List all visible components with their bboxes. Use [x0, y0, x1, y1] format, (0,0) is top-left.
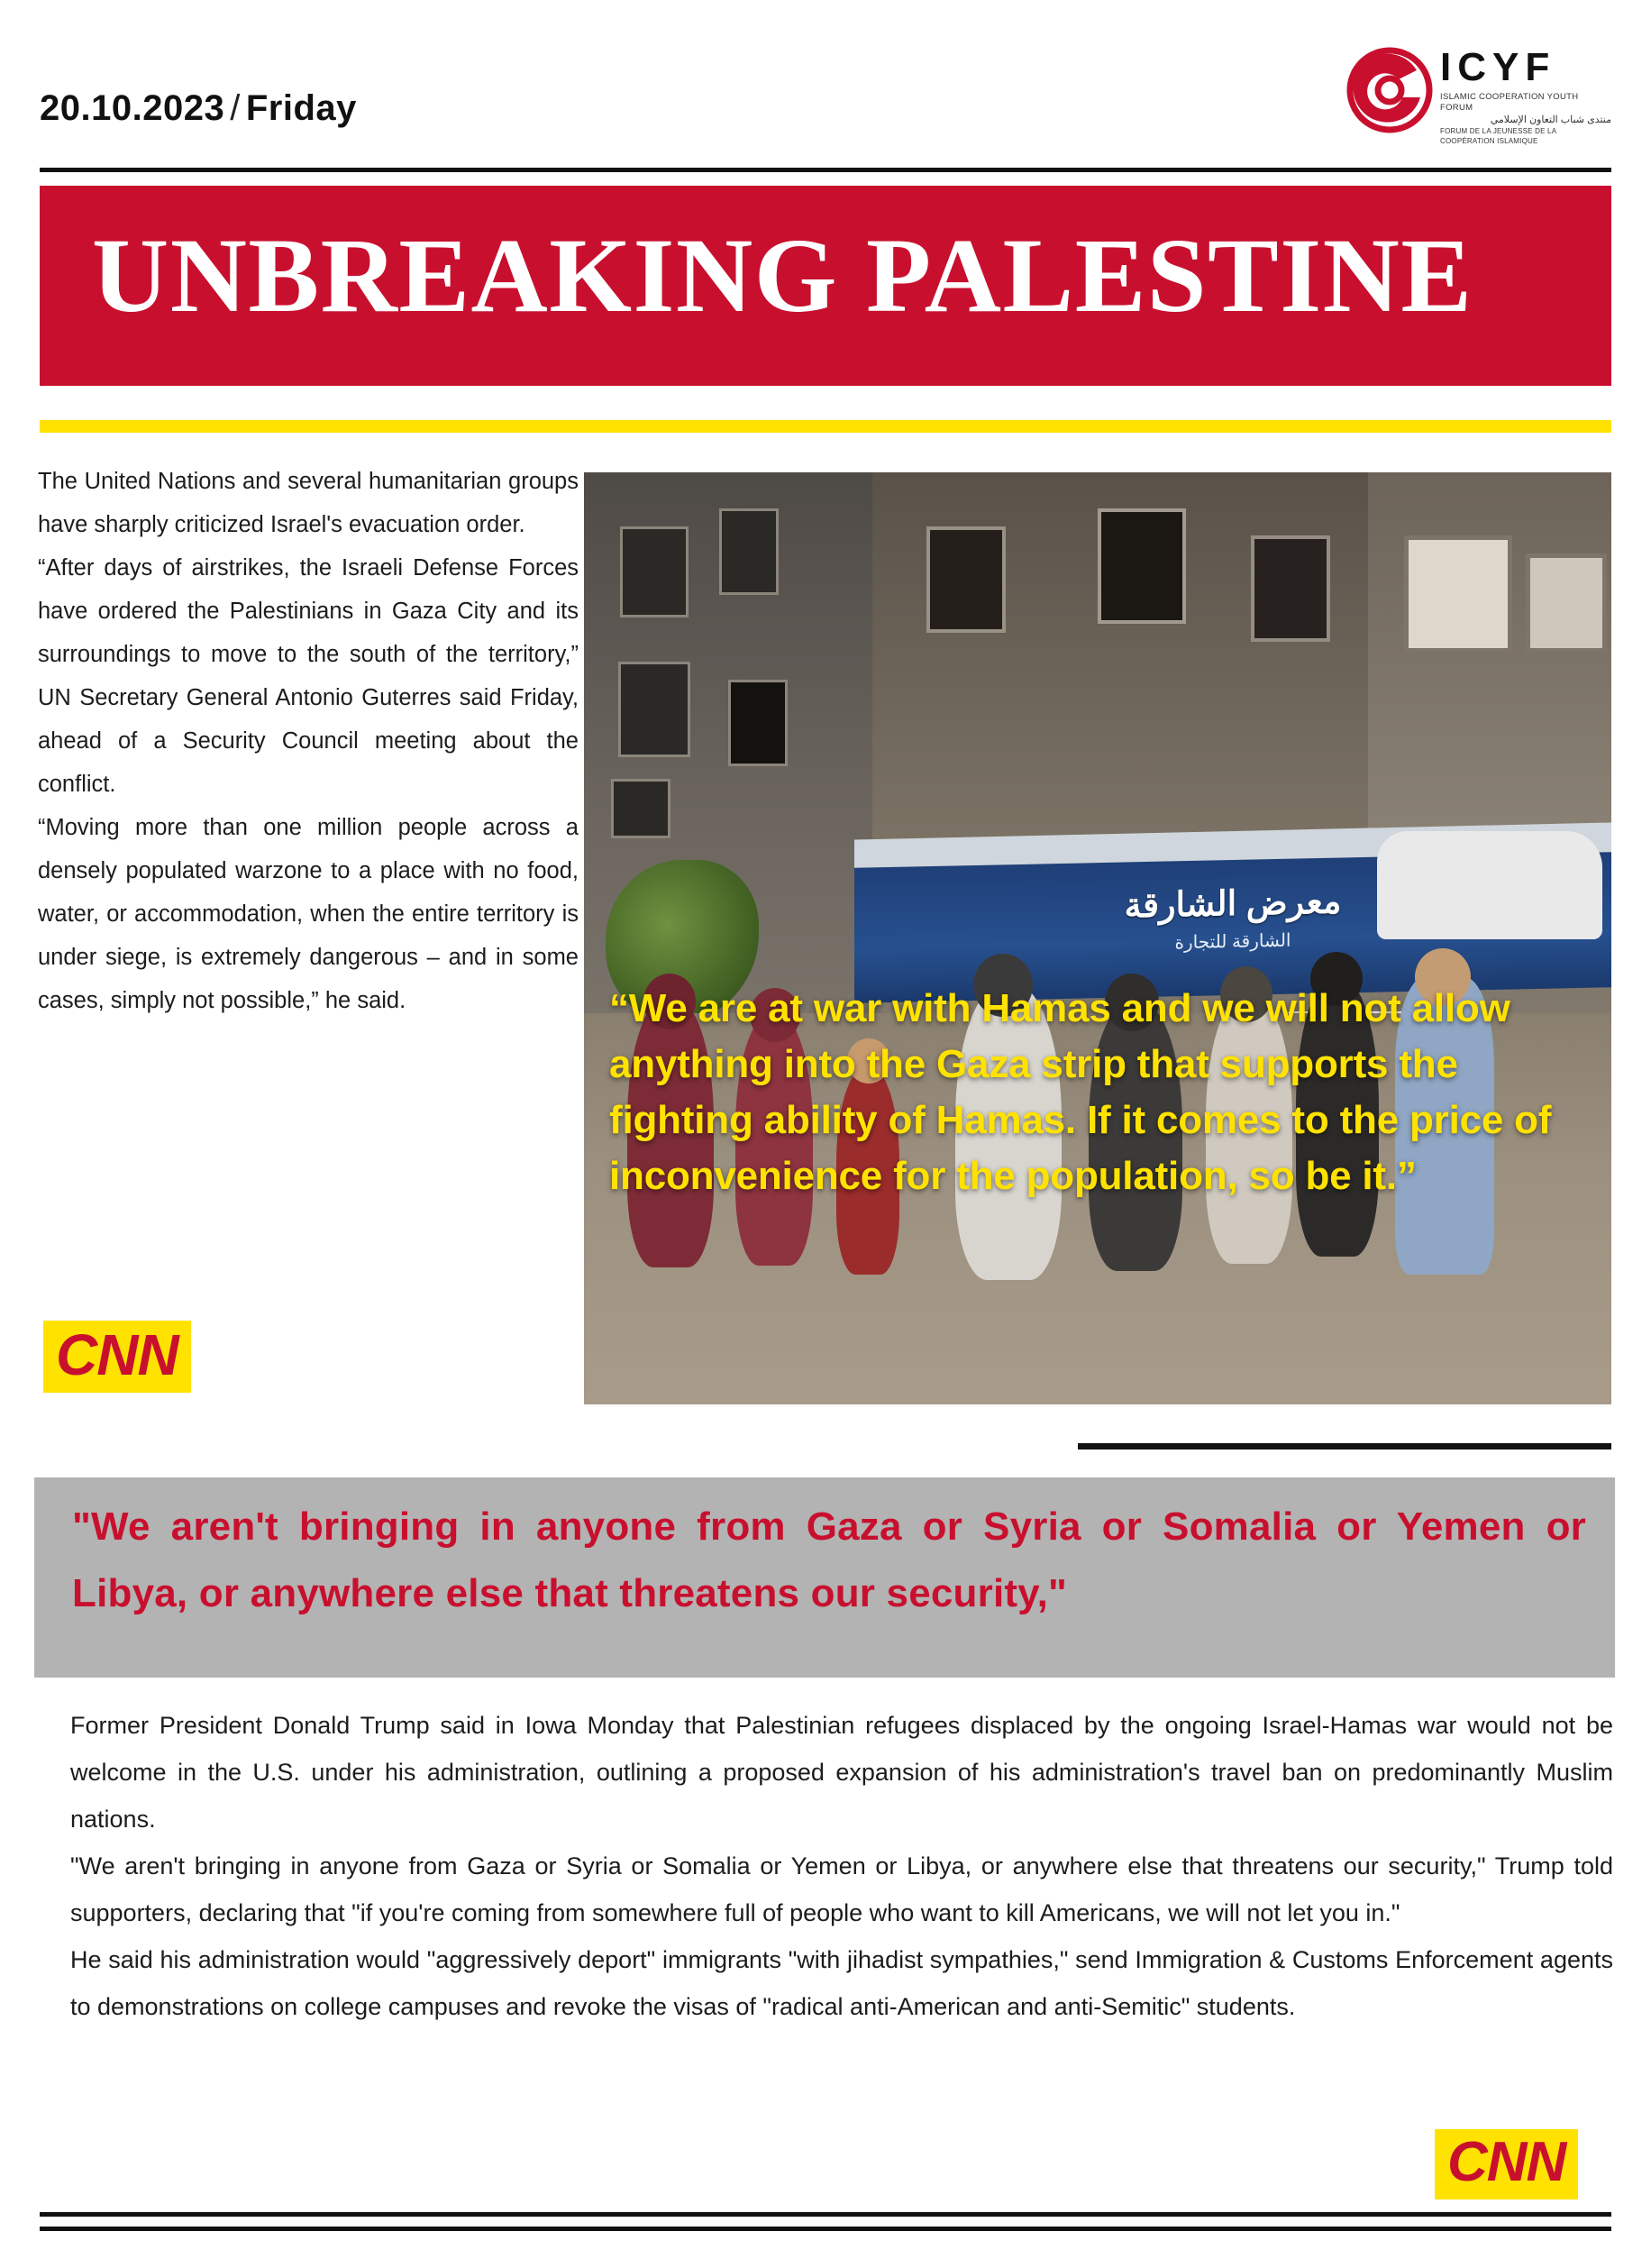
- icyf-logo: [1346, 43, 1617, 145]
- article-1-photo: [584, 472, 1611, 1404]
- article-2-headline: "We aren't bringing in anyone from Gaza or Syria or Somalia or Yemen or Libya, or anywhere else that threatens our security,": [72, 1504, 1586, 1615]
- photo-shop-sign-sub: الشارقة للتجارة: [1174, 930, 1291, 954]
- article-2-paragraph: He said his administration would "aggressively deport" immigrants "with jihadist sympathies," send Immigration & Customs Enforcement agents to demonstrations on college campuses and revoke the visas of "radical anti-American and anti-Semitic" students.: [70, 1946, 1613, 2020]
- photo-building-middle: [872, 472, 1377, 860]
- article-1-paragraph: The United Nations and several humanitarian groups have sharply criticized Israel's evacuation order.: [38, 469, 579, 537]
- article-2-body: [70, 1702, 1613, 2030]
- icyf-logo-line-en: ISLAMIC COOPERATION YOUTH FORUM: [1440, 92, 1579, 113]
- photo-overlay-quote: “We are at war with Hamas and we will not allow anything into the Gaza strip that supports the fighting ability of Hamas. If it comes to the price of inconvenience for the population, so be it.”: [609, 986, 1552, 1198]
- article-2-headline-band: [34, 1477, 1615, 1678]
- date-separator: /: [230, 88, 241, 128]
- icyf-logo-line-ar: منتدى شباب التعاون الإسلامي: [1490, 114, 1611, 125]
- weekday-value: Friday: [245, 88, 357, 128]
- title-banner: [40, 186, 1611, 386]
- article-2-paragraph: Former President Donald Trump said in Iowa Monday that Palestinian refugees displaced by the ongoing Israel-Hamas war would not be welcome in the U.S. under his administration, outlining a proposed expansion of his administration's travel ban on predominantly Muslim nations.: [70, 1712, 1613, 1833]
- date-line: [40, 88, 357, 129]
- photo-shop-sign-arabic: معرض الشارقة: [1124, 883, 1342, 926]
- icyf-logo-line-fr: FORUM DE LA JEUNESSE DE LA COOPÉRATION ISLAMIQUE: [1440, 127, 1556, 145]
- footer-rule-bottom: [40, 2227, 1611, 2231]
- photo-car: [1377, 831, 1602, 939]
- photo-building-right: [1368, 472, 1611, 833]
- article-2-source-badge: CNN: [1435, 2129, 1578, 2199]
- date-value: 20.10.2023: [40, 88, 225, 128]
- article-2-paragraph: "We aren't bringing in anyone from Gaza or Syria or Somalia or Yemen or Libya, or anywhere else that threatens our security," Trump told supporters, declaring that "if you're coming from somewhere full of people who want to kill Americans, we will not let you in.": [70, 1852, 1613, 1926]
- page-title: UNBREAKING PALESTINE: [92, 216, 1473, 334]
- icyf-logo-icon: [1346, 47, 1433, 133]
- icyf-logo-title: ICYF: [1440, 45, 1556, 89]
- section-divider: [1078, 1443, 1611, 1450]
- article-1-paragraph: “After days of airstrikes, the Israeli Defense Forces have ordered the Palestinians in Gaza City and its surroundings to move to the south of the territory,” UN Secretary General Antonio Guterres said Friday, ahead of a Security Council meeting about the conflict.: [38, 555, 579, 797]
- icyf-logo-text: [1440, 47, 1611, 146]
- accent-rule: [40, 420, 1611, 433]
- footer-rule-top: [40, 2212, 1611, 2217]
- article-1-body: [38, 460, 579, 1022]
- header-rule: [40, 168, 1611, 172]
- article-1-source-badge: CNN: [43, 1321, 191, 1393]
- page-header: [0, 0, 1651, 169]
- article-1-paragraph: “Moving more than one million people across a densely populated warzone to a place with no food, water, or accommodation, when the entire territory is under siege, is extremely dangerous – and in some cases, simply not possible,” he said.: [38, 815, 579, 1013]
